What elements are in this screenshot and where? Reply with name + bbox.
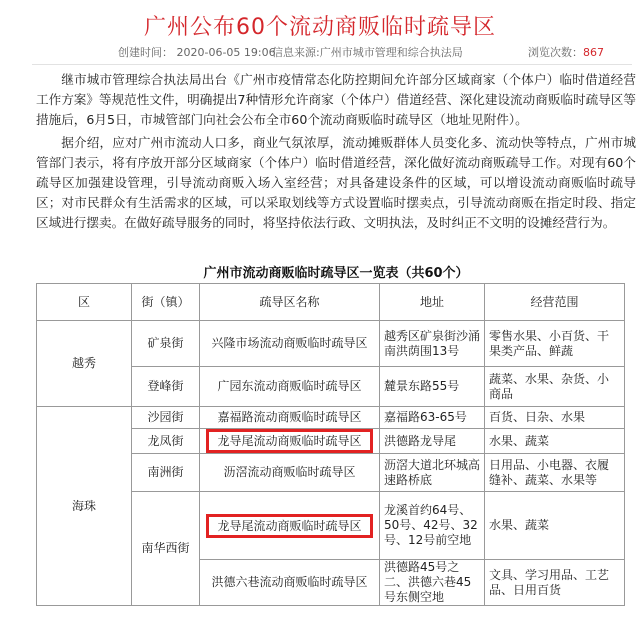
created-time: 创建时间： 2020-06-05 19:06 [118,46,276,59]
view-count [528,44,604,60]
header-street: 街（镇） [132,284,200,321]
street-cell: 登峰街 [132,367,200,407]
street-cell: 南华西街 [132,492,200,606]
article-title: 广州公布60个流动商贩临时疏导区 [144,15,496,40]
scope-cell: 文具、学习用品、工艺品、日用百货 [485,560,625,606]
header-zone-name: 疏导区名称 [200,284,380,321]
zone-name-cell [200,429,380,454]
header-district: 区 [37,284,132,321]
address-cell: 洪德路45号之二、洪德六巷45号东侧空地 [380,560,485,606]
street-cell: 矿泉街 [132,321,200,367]
article-paragraph-2: 据介绍，应对广州市流动人口多，商业气氛浓厚，流动摊贩群体人员变化多、流动快等特点，广州市城管部门表示，将有序放开部分区域商家（个体户）临时借道经营，深化做好流动商贩疏导工作。对现有60个疏导区加强建设管理，引导流动商贩入场入室经营；对具备建设条件的区域，可以增设流动商贩临时疏导区；对市民群众有生活需求的区域，可以采取划线等方式设置临时摆卖点，引导流动商贩在指定时段、指定区域进行摆卖。在做好疏导服务的同时，将坚持依法行政、文明执法，及时纠正不文明的设摊经营行为。 [36,135,636,230]
zone-name-cell: 洪德六巷流动商贩临时疏导区 [200,560,380,606]
street-cell: 龙凤街 [132,429,200,454]
address-cell: 龙溪首约64号、50号、42号、32号、12号前空地 [380,492,485,560]
title-divider [32,64,632,65]
view-count-label: 浏览次数： [528,46,583,59]
zone-table [36,283,625,606]
table-header-row [37,284,625,321]
scope-cell: 蔬菜、水果、杂货、小商品 [485,367,625,407]
zone-name-cell: 广园东流动商贩临时疏导区 [200,367,380,407]
zone-name-cell: 嘉福路流动商贩临时疏导区 [200,407,380,429]
header-address: 地址 [380,284,485,321]
article-meta [0,44,640,62]
district-cell: 越秀 [37,321,132,407]
highlighted-zone-name: 龙导尾流动商贩临时疏导区 [206,429,372,453]
street-cell: 沙园街 [132,407,200,429]
street-cell: 南洲街 [132,454,200,492]
zone-name-cell [200,492,380,560]
table-caption: 广州市流动商贩临时疏导区一览表（共60个） [203,266,469,281]
info-source: 信息来源:广州市城市管理和综合执法局 [272,46,463,59]
zone-name-cell: 兴隆市场流动商贩临时疏导区 [200,321,380,367]
scope-cell: 日用品、小电器、衣履缝补、蔬菜、水果等 [485,454,625,492]
article-paragraph-1: 继市城市管理综合执法局出台《广州市疫情常态化防控期间允许部分区域商家（个体户）临时借道经营工作方案》等规范性文件，明确提出7种情形允许商家（个体户）借道经营、深化建设流动商贩临时疏导区等措施后，6月5日，市城管部门向社会公布全市60个流动商贩临时疏导区（地址见附件）。 [36,72,636,127]
address-cell: 沥滘大道北环城高速路桥底 [380,454,485,492]
address-cell: 越秀区矿泉街沙涌南洪荫围13号 [380,321,485,367]
zone-name-cell: 沥滘流动商贩临时疏导区 [200,454,380,492]
scope-cell: 百货、日杂、水果 [485,407,625,429]
table-row [37,407,625,429]
highlighted-zone-name: 龙导尾流动商贩临时疏导区 [206,514,372,538]
table-row [37,321,625,367]
scope-cell: 水果、蔬菜 [485,429,625,454]
scope-cell: 水果、蔬菜 [485,492,625,560]
address-cell: 嘉福路63-65号 [380,407,485,429]
address-cell: 洪德路龙导尾 [380,429,485,454]
view-count-number: 867 [583,46,604,59]
scope-cell: 零售水果、小百货、干果类产品、鲜蔬 [485,321,625,367]
district-cell: 海珠 [37,407,132,606]
address-cell: 麓景东路55号 [380,367,485,407]
header-scope: 经营范围 [485,284,625,321]
